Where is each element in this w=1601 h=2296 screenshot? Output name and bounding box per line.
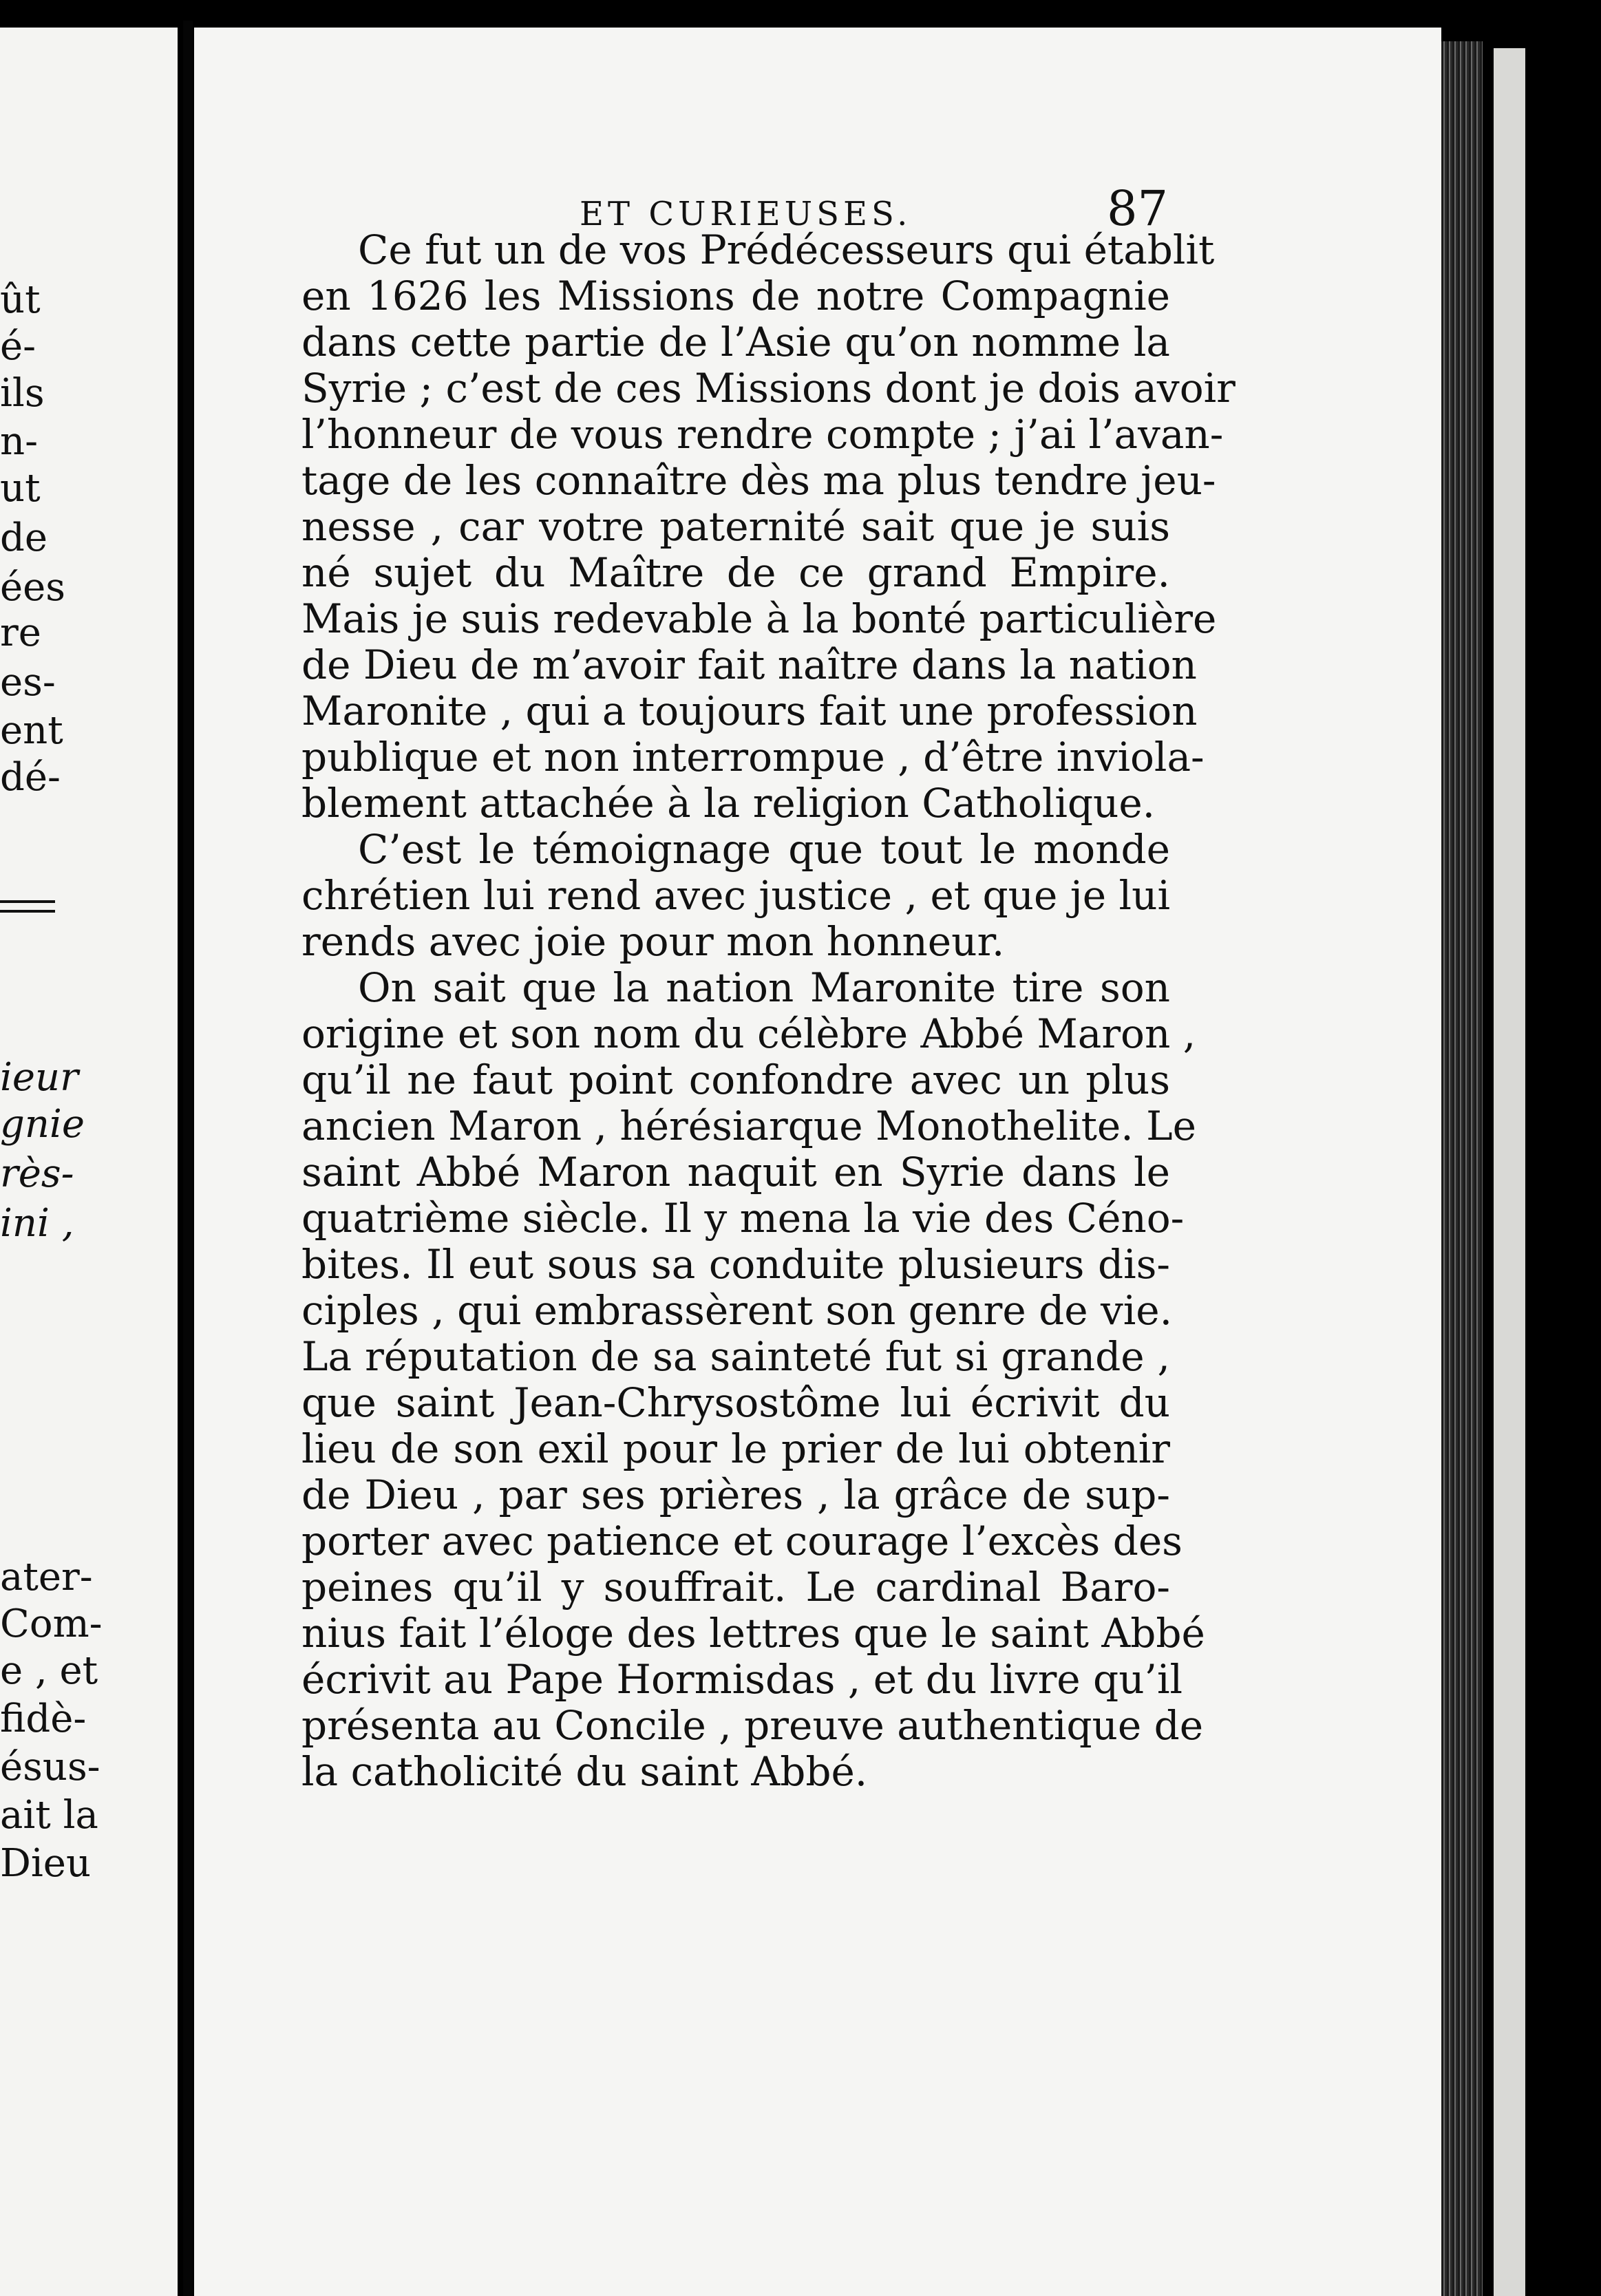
- text-line: nius fait l’éloge des lettres que le saint Abbé: [301, 1610, 1205, 1657]
- left-fragment: e , et: [0, 1648, 98, 1693]
- text-line: tage de les connaître dès ma plus tendre jeu-: [301, 457, 1216, 504]
- paragraph: [301, 964, 1205, 1795]
- left-fragment: n-: [0, 419, 38, 464]
- left-fragment: ils: [0, 371, 45, 416]
- left-rule: [0, 900, 55, 903]
- text-line: quatrième siècle. Il y mena la vie des Céno-: [301, 1195, 1185, 1242]
- left-fragment: es-: [0, 660, 56, 705]
- text-line: peines qu’il y souffrait. Le cardinal Baro-: [301, 1564, 1170, 1611]
- left-fragment: Dieu: [0, 1841, 92, 1886]
- text-line: blement attachée à la religion Catholique.: [301, 780, 1156, 827]
- text-line: de Dieu , par ses prières , la grâce de sup-: [301, 1471, 1170, 1518]
- text-line: saint Abbé Maron naquit en Syrie dans le: [301, 1149, 1170, 1195]
- text-line: écrivit au Pape Hormisdas , et du livre qu’il: [301, 1656, 1183, 1703]
- left-fragment: gnie: [0, 1102, 85, 1147]
- gutter-shadow: [183, 21, 193, 2296]
- left-rule: [0, 910, 55, 913]
- left-fragment: ater-: [0, 1555, 93, 1599]
- text-line: que saint Jean-Chrysostôme lui écrivit du: [301, 1379, 1170, 1426]
- text-line: origine et son nom du célèbre Abbé Maron ,: [301, 1010, 1196, 1057]
- text-line: Maronite , qui a toujours fait une profession: [301, 688, 1198, 734]
- text-line: rends avec joie pour mon honneur.: [301, 918, 1005, 965]
- left-fragment: ieur: [0, 1055, 78, 1100]
- text-line: lieu de son exil pour le prier de lui obtenir: [301, 1425, 1170, 1472]
- text-line: publique et non interrompue , d’être inviola-: [301, 734, 1205, 780]
- text-line: l’honneur de vous rendre compte ; j’ai l’avan-: [301, 411, 1224, 458]
- page-number: 87: [1107, 180, 1169, 237]
- left-fragment: Com-: [0, 1602, 103, 1646]
- text-line: la catholicité du saint Abbé.: [301, 1748, 868, 1795]
- text-line: qu’il ne faut point confondre avec un plus: [301, 1056, 1170, 1103]
- running-title: ET CURIEUSES.: [580, 195, 912, 233]
- page-edge-stack: [1441, 41, 1483, 2296]
- text-line: en 1626 les Missions de notre Compagnie: [301, 273, 1170, 319]
- text-line: de Dieu de m’avoir fait naître dans la nation: [301, 641, 1197, 688]
- text-line: nesse , car votre paternité sait que je suis: [301, 503, 1170, 550]
- left-fragment: ait la: [0, 1793, 98, 1838]
- text-line: ciples , qui embrassèrent son genre de vie.: [301, 1287, 1173, 1334]
- left-fragment: ini ,: [0, 1201, 74, 1246]
- left-fragment: ésus-: [0, 1745, 100, 1789]
- text-line: bites. Il eut sous sa conduite plusieurs dis-: [301, 1241, 1170, 1288]
- left-fragment: re: [0, 610, 41, 655]
- left-fragment: de: [0, 515, 47, 560]
- left-fragment: ut: [0, 466, 41, 511]
- text-line: ancien Maron , hérésiarque Monothelite. Le: [301, 1103, 1196, 1149]
- left-fragment: ût: [0, 277, 41, 322]
- text-line: Ce fut un de vos Prédécesseurs qui établit: [358, 226, 1215, 273]
- next-page-edge: [1494, 48, 1525, 2296]
- text-line: porter avec patience et courage l’excès des: [301, 1518, 1183, 1564]
- facing-page-fragment: [0, 28, 178, 2296]
- left-fragment: é-: [0, 324, 36, 369]
- paragraph: [301, 827, 1170, 965]
- body-text: [301, 226, 1236, 1795]
- text-line: C’est le témoignage que tout le monde: [358, 826, 1170, 873]
- left-fragment: ent: [0, 708, 63, 753]
- text-line: Mais je suis redevable à la bonté particulière: [301, 595, 1217, 642]
- left-fragment: fidè-: [0, 1697, 87, 1741]
- text-line: né sujet du Maître de ce grand Empire.: [301, 549, 1170, 596]
- text-line: chrétien lui rend avec justice , et que je lui: [301, 872, 1170, 919]
- paragraph: [301, 226, 1236, 827]
- text-line: On sait que la nation Maronite tire son: [358, 964, 1170, 1011]
- left-fragment: dé-: [0, 755, 61, 800]
- left-fragment: rès-: [0, 1151, 74, 1196]
- text-line: Syrie ; c’est de ces Missions dont je dois avoir: [301, 365, 1236, 412]
- left-fragment: ées: [0, 565, 66, 610]
- text-line: présenta au Concile , preuve authentique de: [301, 1702, 1204, 1749]
- text-line: La réputation de sa sainteté fut si grande ,: [301, 1333, 1170, 1380]
- text-line: dans cette partie de l’Asie qu’on nomme la: [301, 319, 1170, 365]
